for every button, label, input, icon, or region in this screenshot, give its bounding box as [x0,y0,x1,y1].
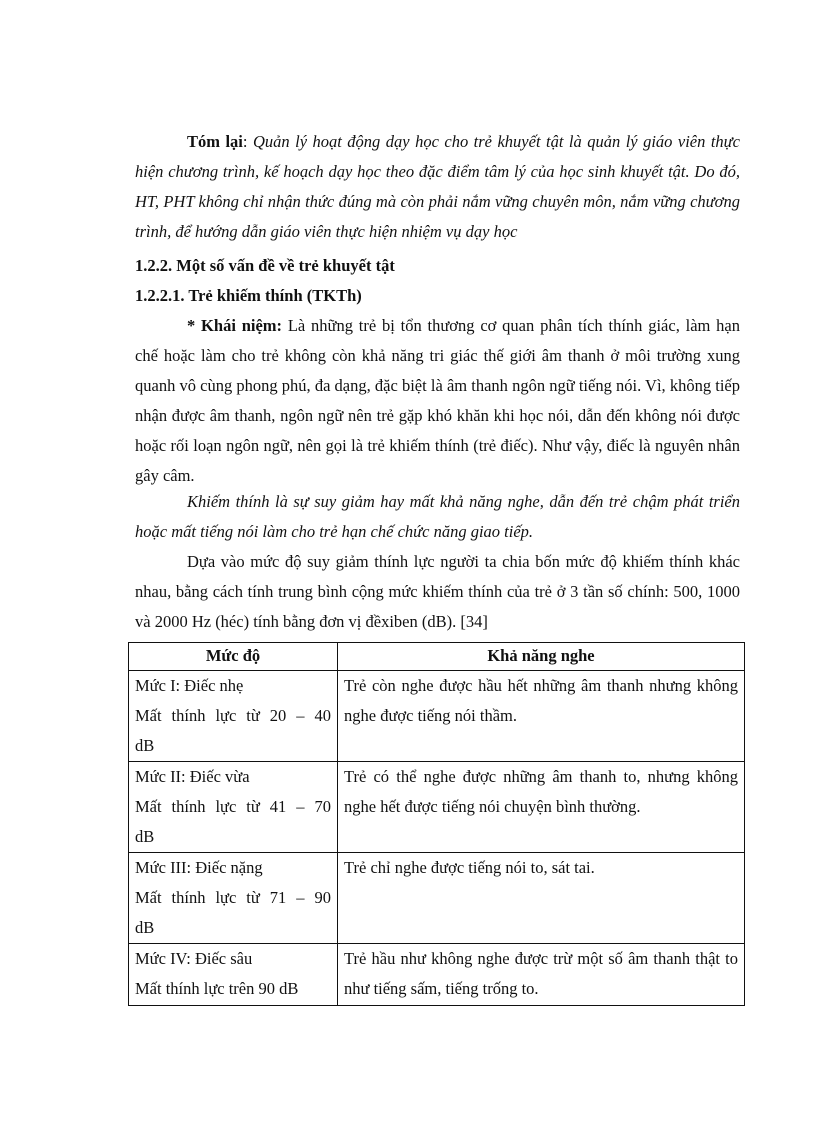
level-cell [129,944,338,1006]
loss-range: Mất thính lực từ 41 – 70 [135,797,331,816]
table-row [129,671,745,762]
loss-unit: dB [135,827,155,846]
summary-text: Quản lý hoạt động dạy học cho trẻ khuyết tật là quản lý giáo viên thực hiện chương trình, kế hoạch dạy học theo đặc điểm tâm lý của học sinh khuyết tật. Do đó, HT, PHT không chỉ nhận thức đúng mà còn phải nắm vững chuyên môn, nắm vững chương trình, để hướng dẫn giáo viên thực hiện nhiệm vụ dạy học [135,132,740,241]
table-row [129,762,745,853]
summary-paragraph [135,127,740,247]
summary-label: Tóm lại [187,132,243,151]
header-ability: Khả năng nghe [338,643,745,671]
loss-unit: dB [135,736,155,755]
summary-colon: : [242,132,248,151]
section-heading: 1.2.2. Một số vấn đề về trẻ khuyết tật [135,256,395,275]
concept-paragraph [135,311,740,491]
hearing-level-table [128,642,745,1006]
loss-unit: dB [135,918,155,937]
level-name: Mức II: Điếc vừa [135,767,250,786]
ability-cell: Trẻ có thể nghe được những âm thanh to, nhưng không nghe hết được tiếng nói chuyện bình thường. [338,762,745,853]
level-cell [129,762,338,853]
level-name: Mức IV: Điếc sâu [135,949,253,968]
level-cell [129,671,338,762]
section-subheading: 1.2.2.1. Trẻ khiếm thính (TKTh) [135,286,362,305]
definition-paragraph: Khiếm thính là sự suy giảm hay mất khả năng nghe, dẫn đến trẻ chậm phát triển hoặc mất tiếng nói làm cho trẻ hạn chế chức năng giao tiếp. [135,492,740,541]
loss-range: Mất thính lực từ 20 – 40 [135,706,331,725]
table-row [129,853,745,944]
ability-cell: Trẻ còn nghe được hầu hết những âm thanh nhưng không nghe được tiếng nói thầm. [338,671,745,762]
concept-text: Là những trẻ bị tổn thương cơ quan phân tích thính giác, làm hạn chế hoặc làm cho trẻ không còn khả năng tri giác thế giới âm thanh ở môi trường xung quanh vô cùng phong phú, đa dạng, đặc biệt là âm thanh ngôn ngữ tiếng nói. Vì, không tiếp nhận được âm thanh, ngôn ngữ nên trẻ gặp khó khăn khi học nói, dẫn đến không nói được hoặc rối loạn ngôn ngữ, nên gọi là trẻ khiếm thính (trẻ điếc). Như vậy, điếc là nguyên nhân gây câm. [135,316,740,485]
loss-range: Mất thính lực trên 90 dB [135,979,299,998]
concept-label: * Khái niệm: [187,316,283,335]
table-header-row [129,643,745,671]
ability-cell: Trẻ hầu như không nghe được trừ một số âm thanh thật to như tiếng sấm, tiếng trống to. [338,944,745,1006]
header-level: Mức độ [129,643,338,671]
classification-paragraph: Dựa vào mức độ suy giảm thính lực người ta chia bốn mức độ khiếm thính khác nhau, bằng cách tính trung bình cộng mức khiếm thính của trẻ ở 3 tần số chính: 500, 1000 và 2000 Hz (héc) tính bằng đơn vị đềxiben (dB). [34] [135,552,740,631]
level-name: Mức I: Điếc nhẹ [135,676,244,695]
ability-cell: Trẻ chỉ nghe được tiếng nói to, sát tai. [338,853,745,944]
level-cell [129,853,338,944]
loss-range: Mất thính lực từ 71 – 90 [135,888,331,907]
table-row [129,944,745,1006]
level-name: Mức III: Điếc nặng [135,858,263,877]
